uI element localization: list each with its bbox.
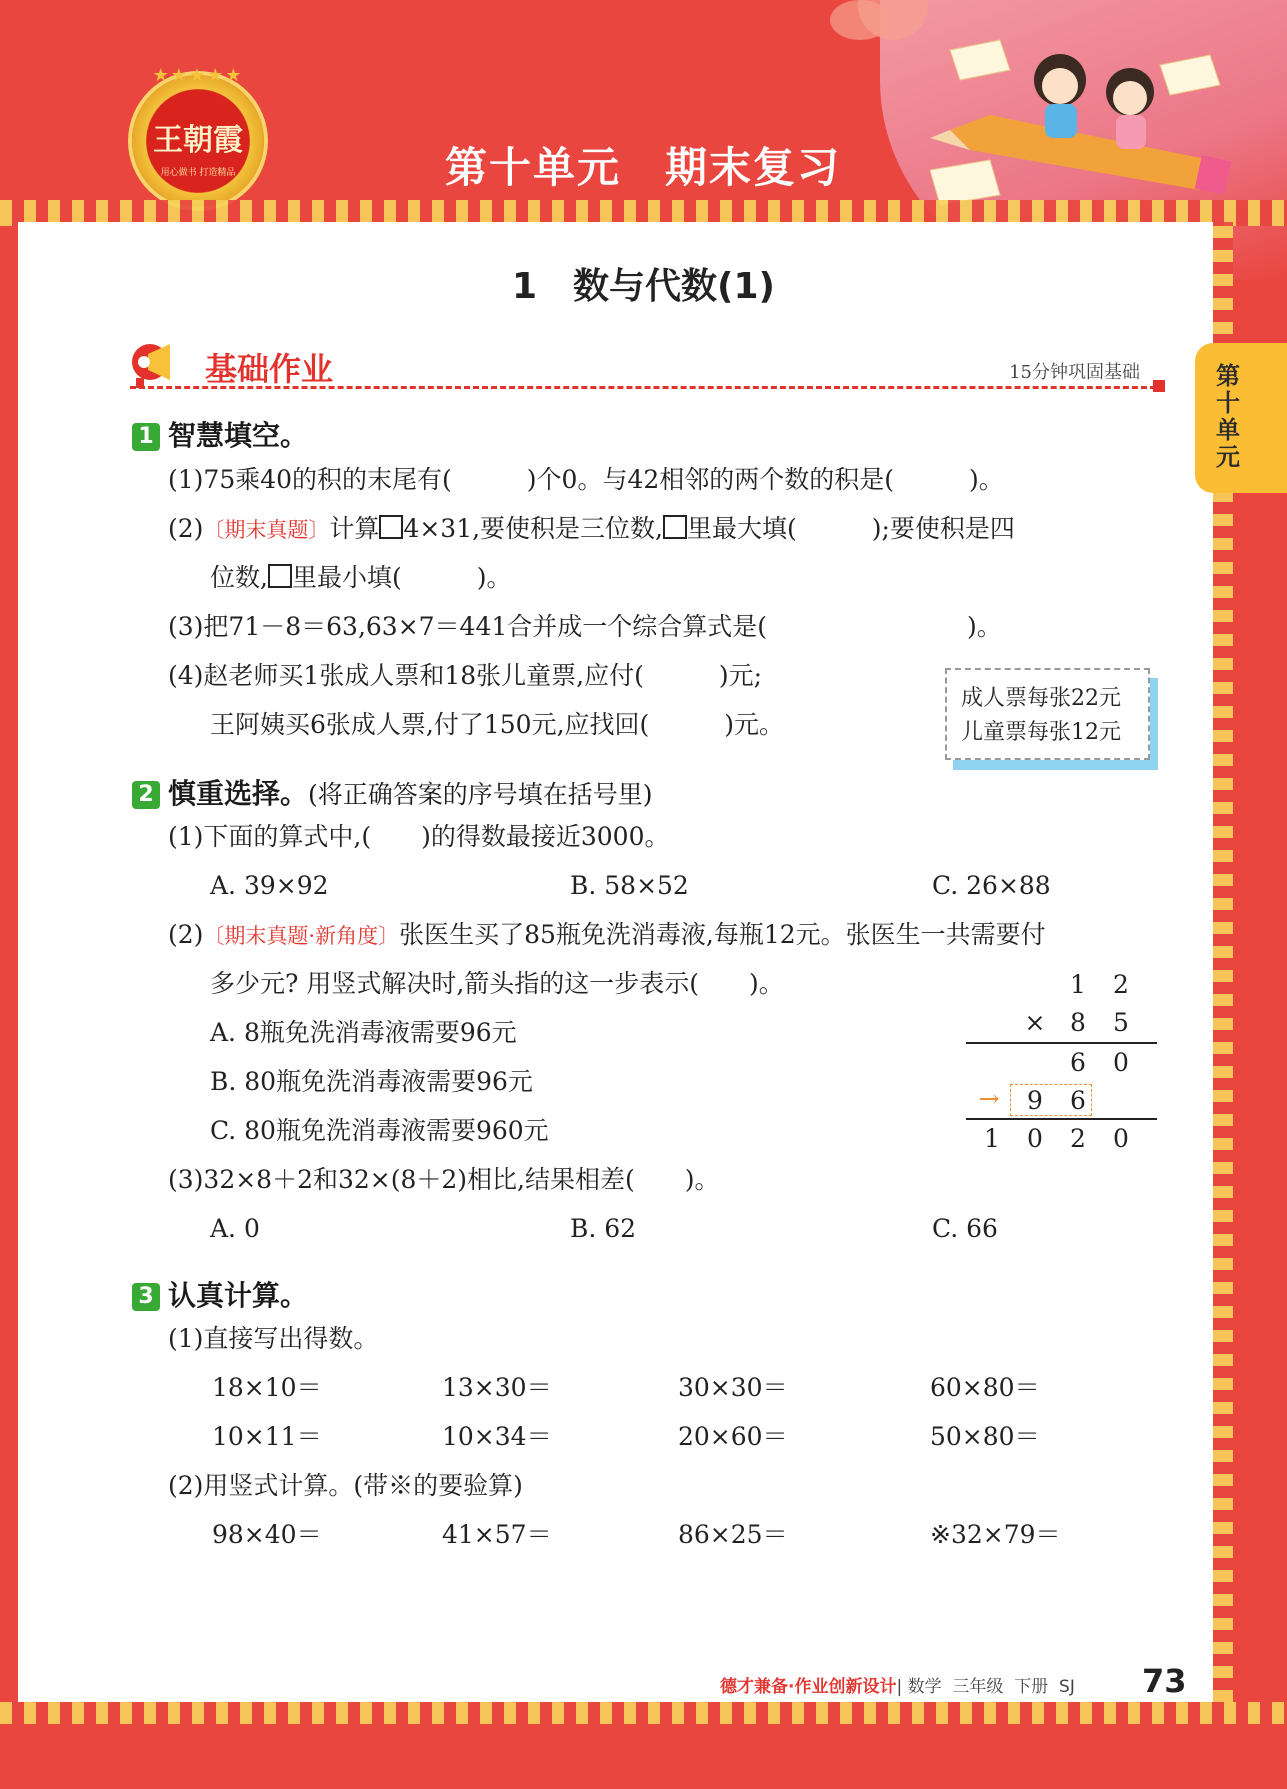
section-label: 基础作业 xyxy=(205,350,334,388)
q2-item-2-option-c: C. 80瓶免洗消毒液需要960元 xyxy=(210,1116,549,1145)
q3-calc: 13×30＝ xyxy=(442,1373,552,1402)
section-time-note: 15分钟巩固基础 xyxy=(1009,362,1140,383)
q1-item-3: (3)把71－8＝63,63×7＝441合并成一个综合算式是( )。 xyxy=(168,612,1002,641)
q2-item-2-line1: (2)〔期末真题·新角度〕张医生买了85瓶免洗消毒液,每瓶12元。张医生一共需要付 xyxy=(168,920,1046,949)
decorative-border-bottom xyxy=(0,1702,1287,1724)
blank-box xyxy=(663,515,687,539)
q2-item-3-option-c: C. 66 xyxy=(932,1214,998,1243)
q2-item-2-option-a: A. 8瓶免洗消毒液需要96元 xyxy=(210,1018,517,1047)
unit-side-tab: 第十单元 xyxy=(1195,343,1287,493)
arrow-right-icon: → xyxy=(978,1084,1000,1113)
q1-item-2-line2: 位数, 里最小填( )。 xyxy=(210,563,512,592)
q2-item-2-option-b: B. 80瓶免洗消毒液需要96元 xyxy=(210,1067,533,1096)
q3-calc: 20×60＝ xyxy=(678,1422,788,1451)
vertical-multiplication: 1 2 × 8 5 6 0 → 9 6 1 0 2 0 xyxy=(962,970,1157,1145)
ticket-price-note: 成人票每张22元 儿童票每张12元 xyxy=(945,668,1150,760)
q3-calc: 10×34＝ xyxy=(442,1422,552,1451)
blank-box xyxy=(268,564,292,588)
section-divider-end xyxy=(1153,380,1165,392)
lesson-title: 1 数与代数(1) xyxy=(511,266,775,307)
q3-calc: 50×80＝ xyxy=(930,1422,1040,1451)
q3-calc: 18×10＝ xyxy=(212,1373,322,1402)
q2-item-3: (3)32×8＋2和32×(8＋2)相比,结果相差( )。 xyxy=(168,1165,720,1194)
megaphone-icon xyxy=(130,340,182,390)
q3-calc: 30×30＝ xyxy=(678,1373,788,1402)
blank-box xyxy=(379,515,403,539)
q3-vertical-calc: 86×25＝ xyxy=(678,1520,788,1549)
q1-item-4-line2: 王阿姨买6张成人票,付了150元,应找回( )元。 xyxy=(210,710,785,739)
q3-part-2: (2)用竖式计算。(带※的要验算) xyxy=(168,1471,523,1500)
question-1-heading: 1 智慧填空。 xyxy=(132,414,308,454)
q2-item-2-line2: 多少元? 用竖式解决时,箭头指的这一步表示( )。 xyxy=(210,969,784,998)
publisher-logo: ★★★★★ 王朝霞 用心做书 打造精品 xyxy=(132,75,264,207)
kids-on-pencil-illustration xyxy=(930,20,1260,210)
q3-calc: 10×11＝ xyxy=(212,1422,322,1451)
q2-item-1-option-c: C. 26×88 xyxy=(932,871,1051,900)
q3-calc: 60×80＝ xyxy=(930,1373,1040,1402)
section-header xyxy=(130,340,1165,390)
question-2-heading: 2 慎重选择。(将正确答案的序号填在括号里) xyxy=(132,772,653,812)
q3-vertical-calc: 41×57＝ xyxy=(442,1520,552,1549)
footer-info: 德才兼备·作业创新设计| 数学 三年级 下册 SJ xyxy=(720,1677,1075,1697)
q3-vertical-calc: 98×40＝ xyxy=(212,1520,322,1549)
unit-title: 第十单元 期末复习 xyxy=(445,143,842,192)
question-3-heading: 3 认真计算。 xyxy=(132,1274,308,1314)
q3-vertical-calc: ※32×79＝ xyxy=(930,1520,1061,1549)
q1-item-2-line1: (2)〔期末真题〕计算 4×31,要使积是三位数, 里最大填( );要使积是四 xyxy=(168,514,1015,543)
q3-part-1: (1)直接写出得数。 xyxy=(168,1324,379,1353)
q2-item-1: (1)下面的算式中,( )的得数最接近3000。 xyxy=(168,822,670,851)
q1-item-4-line1: (4)赵老师买1张成人票和18张儿童票,应付( )元; xyxy=(168,661,763,690)
page-number: 73 xyxy=(1142,1662,1187,1700)
q2-item-3-option-b: B. 62 xyxy=(570,1214,637,1243)
q2-item-1-option-b: B. 58×52 xyxy=(570,871,689,900)
section-divider xyxy=(130,386,1165,389)
q1-item-1: (1)75乘40的积的末尾有( )个0。与42相邻的两个数的积是( )。 xyxy=(168,465,1004,494)
q2-item-1-option-a: A. 39×92 xyxy=(210,871,329,900)
q2-item-3-option-a: A. 0 xyxy=(210,1214,260,1243)
